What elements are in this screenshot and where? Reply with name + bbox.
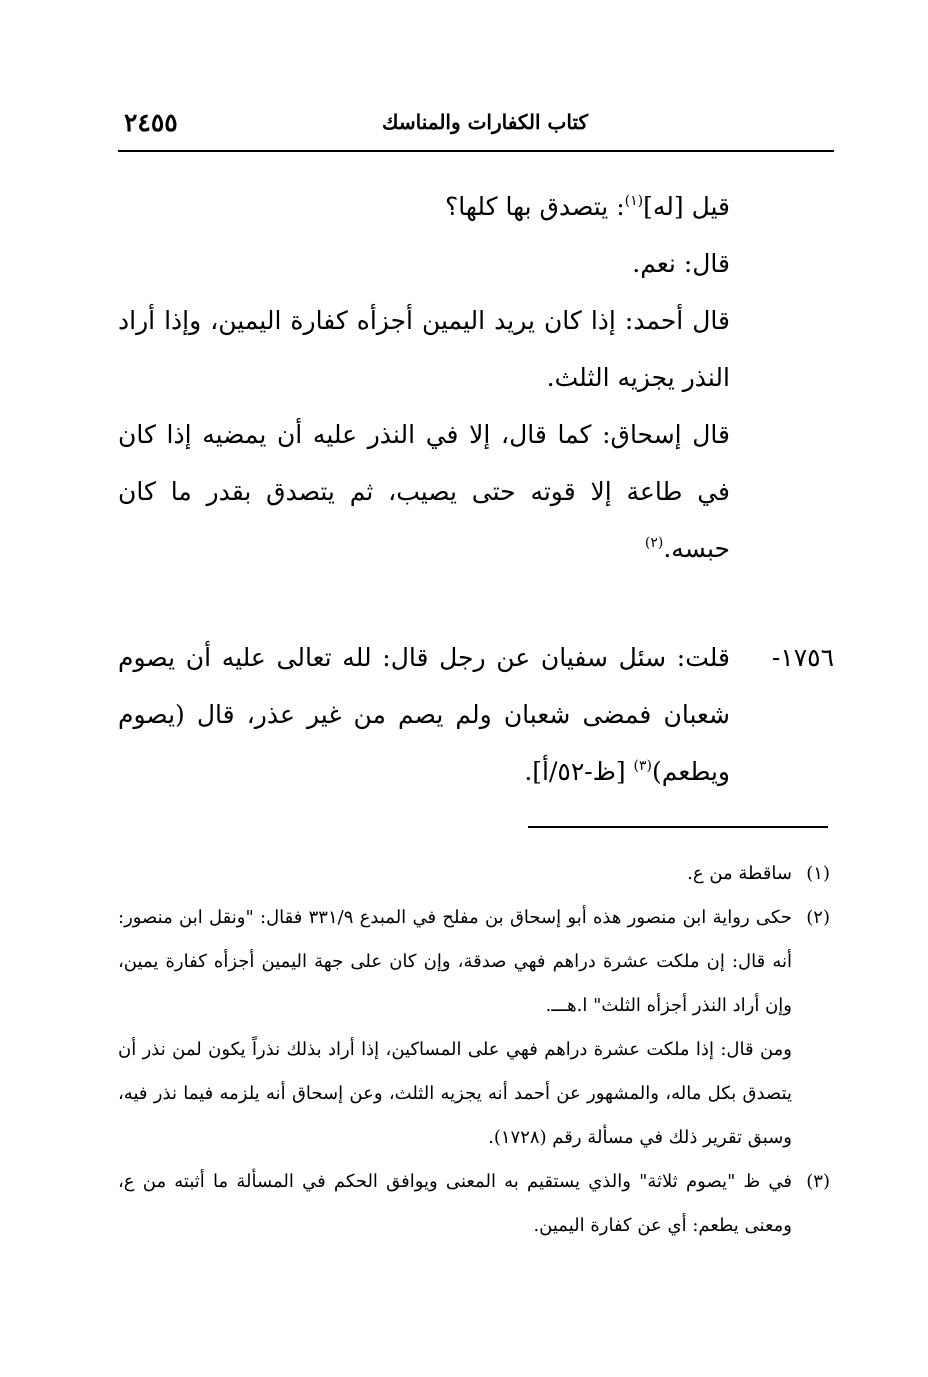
paragraph-gap: [118, 577, 730, 629]
footnote-text: ساقطة من ع.: [687, 863, 792, 884]
issue-number: ١٧٥٦-: [771, 643, 834, 672]
paragraph-answer: قال: نعم.: [632, 249, 730, 278]
footnote-1: [118, 852, 830, 896]
footnote-ref-2: (٢): [644, 535, 664, 551]
footnote-number: (١): [806, 863, 830, 884]
page-number: ٢٤٥٥: [124, 108, 178, 137]
footnotes: [118, 852, 830, 1248]
footnote-2-continued: [118, 1028, 830, 1160]
page-header: [118, 104, 834, 152]
question-start: قيل [له]: [643, 192, 730, 221]
issue-text: قلت: سئل سفيان عن رجل قال: لله تعالى عليه أن يصوم شعبان فمضى شعبان ولم يصم من غير عذر، قال (يصوم ويطعم): [118, 643, 730, 786]
main-text: [118, 178, 834, 800]
ishaq-text: قال إسحاق: كما قال، إلا في النذر عليه أن يمضيه إذا كان في طاعة إلا قوته حتى يصيب، ثم يتصدق بقدر ما كان حبسه.: [118, 420, 730, 563]
paragraph-ishaq: [118, 406, 730, 577]
footnote-number: (٣): [806, 1171, 830, 1192]
footnote-text: في ظ "يصوم ثلاثة" والذي يستقيم به المعنى ويوافق الحكم في المسألة ما أثبته من ع، ومعنى يطعم: أي عن كفارة اليمين.: [118, 1171, 792, 1236]
paragraph-question: [118, 178, 730, 235]
footnote-divider: [528, 826, 828, 828]
paragraph-issue: [118, 629, 834, 800]
question-end: : يتصدق بها كلها؟: [444, 192, 625, 221]
footnote-ref-3: (٣): [633, 758, 652, 774]
footnote-text: ومن قال: إذا ملكت عشرة دراهم فهي على المساكين، إذا أراد بذلك نذراً يكون لمن نذر أن يتصدق بكل ماله، والمشهور عن أحمد أنه يجزيه الثلث، وعن إسحاق أنه يلزمه فيما نذر فيه، وسبق تقرير ذلك في مسألة رقم (١٧٢٨).: [118, 1039, 792, 1148]
footnote-text: حكى رواية ابن منصور هذه أبو إسحاق بن مفلح في المبدع ٣٣١/٩ فقال: "ونقل ابن منصور: أنه قال: إن ملكت عشرة دراهم فهي صدقة، وإن كان على جهة اليمين أجزأه كفارة يمين، وإن أراد النذر أجزأه الثلث" ا.هـــ.: [118, 907, 792, 1016]
footnote-3: [118, 1160, 830, 1248]
footnote-number: (٢): [806, 907, 830, 928]
paragraph-ahmad: قال أحمد: إذا كان يريد اليمين أجزأه كفارة اليمين، وإذا أراد النذر يجزيه الثلث.: [118, 306, 730, 392]
footnote-2: [118, 896, 830, 1028]
book-title: كتاب الكفارات والمناسك: [382, 110, 588, 134]
issue-end: [ظ-٥٢/أ].: [524, 757, 634, 786]
footnote-ref-1: (١): [624, 193, 644, 209]
